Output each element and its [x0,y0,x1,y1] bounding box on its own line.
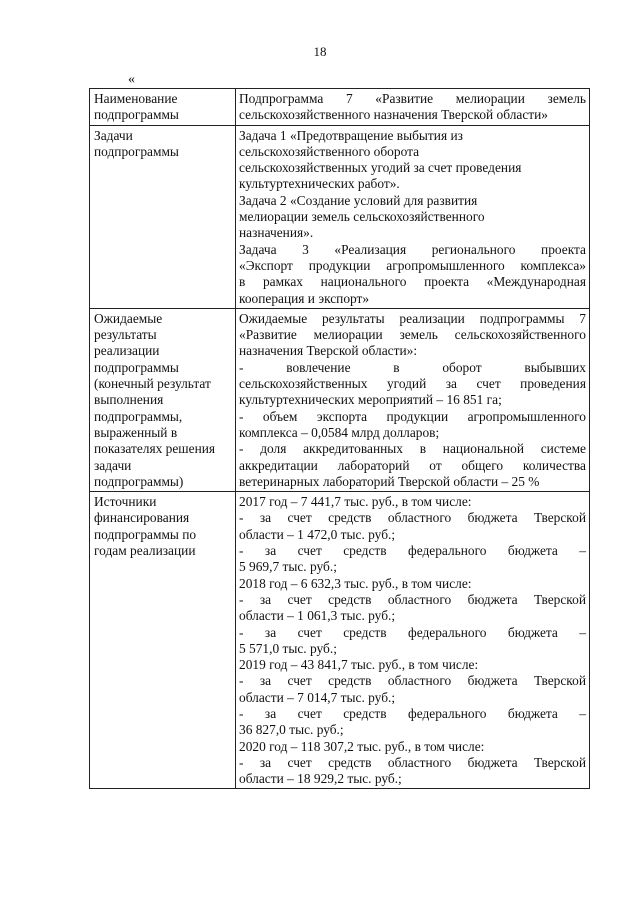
row-content-line: Задача 2 «Создание условий для развития [239,192,478,208]
row-content-cell [236,308,590,491]
row-label-line: показателях решения [94,441,216,457]
row-content-line: 5 969,7 тыс. руб.; [239,559,337,575]
row-expected-results [90,308,590,491]
row-content-line: - за счет средств областного бюджета Тверской [239,510,586,526]
row-content-cell [236,89,590,126]
row-label-line: Ожидаемые [94,310,163,326]
row-content-line: 2017 год – 7 441,7 тыс. руб., в том числе: [239,494,472,510]
row-label-line: (конечный результат [94,376,211,392]
row-content-cell [236,492,590,789]
row-subprogram-name [90,89,590,126]
row-content-line: области – 7 014,7 тыс. руб.; [239,689,396,705]
row-content-line: культуртехнических работ». [239,176,400,192]
row-funding-sources [90,492,590,789]
row-content-line: 2019 год – 43 841,7 тыс. руб., в том числе: [239,657,479,673]
row-content-line: - за счет средств областного бюджета Тверской [239,673,586,689]
row-content-line: - объем экспорта продукции агропромышленного [239,408,586,424]
row-content-line: 36 827,0 тыс. руб.; [239,722,344,738]
row-content-line: «Экспорт продукции агропромышленного комплекса» [239,257,586,273]
row-content-line: Задача 3 «Реализация регионального проекта [239,241,586,257]
subprogram-passport-table [89,88,590,789]
row-label-line: подпрограммы по [94,526,197,542]
row-label-cell [90,308,236,491]
row-subprogram-tasks [90,125,590,308]
row-content-cell [236,125,590,308]
row-content-line: «Развитие мелиорации земель сельскохозяйственного [239,327,586,343]
row-content-line: области – 1 472,0 тыс. руб.; [239,526,396,542]
row-content-line: в рамках национального проекта «Международная [239,274,586,290]
row-label-line: выполнения [94,392,164,408]
row-label-cell [90,89,236,126]
row-content-line: - за счет средств областного бюджета Тверской [239,591,586,607]
row-content-line: назначения». [239,225,314,241]
row-content-line: сельскохозяйственного оборота [239,143,420,159]
row-content-line: Подпрограмма 7 «Развитие мелиорации земель [239,91,586,106]
row-label-line: годам реализации [94,543,196,559]
passport-table-body [90,89,590,789]
row-content-line: - за счет средств федерального бюджета – [239,543,586,559]
row-label-line: подпрограммы, [94,408,183,424]
row-content-line: - за счет средств областного бюджета Тверской [239,754,586,770]
row-content-line: - за счет средств федерального бюджета – [239,705,586,721]
row-content-line: сельскохозяйственных угодий за счет проведения [239,160,522,176]
row-content-line: мелиорации земель сельскохозяйственного [239,209,485,225]
row-label-line: Задачи [94,127,133,143]
row-label-line: реализации [94,343,160,359]
row-label-line: подпрограммы [94,107,179,123]
row-label-line: задачи [94,457,132,473]
row-content-line: - вовлечение в оборот выбывших [239,359,586,375]
row-label-line: подпрограммы [94,359,179,375]
row-label-line: финансирования [94,510,190,526]
row-content-line: ветеринарных лабораторий Тверской области – 25 % [239,473,540,489]
row-label-line: Источники [94,494,157,510]
row-label-cell [90,492,236,789]
row-content-line: Задача 1 «Предотвращение выбытия из [239,127,463,143]
row-content-line: - доля аккредитованных в национальной системе [239,441,586,457]
row-content-line: культуртехнических мероприятий – 16 851 га; [239,392,502,408]
page-number: 18 [313,44,327,59]
row-label-cell [90,125,236,308]
row-content-line: 2018 год – 6 632,3 тыс. руб., в том числе: [239,575,472,591]
row-label-line: результаты [94,327,157,343]
row-label-line: Наименование [94,91,178,106]
row-content-line: комплекса – 0,0584 млрд долларов; [239,424,440,440]
row-content-line: аккредитации лабораторий от общего количества [239,457,586,473]
row-content-line: Ожидаемые результаты реализации подпрограммы 7 [239,310,586,326]
row-content-line: 2020 год – 118 307,2 тыс. руб., в том числе: [239,738,485,754]
row-content-line: области – 18 929,2 тыс. руб.; [239,771,402,787]
row-content-line: сельскохозяйственных угодий за счет проведения [239,376,586,392]
row-label-line: подпрограммы) [94,473,184,489]
row-content-line: кооперация и экспорт» [239,290,370,306]
row-content-line: сельскохозяйственного назначения Тверской области» [239,107,548,123]
row-content-line: - за счет средств федерального бюджета – [239,624,586,640]
row-content-line: области – 1 061,3 тыс. руб.; [239,608,396,624]
row-content-line: 5 571,0 тыс. руб.; [239,640,337,656]
opening-quote-mark: « [128,72,135,87]
row-content-line: назначения Тверской области»: [239,343,418,359]
row-label-line: подпрограммы [94,143,179,159]
row-label-line: выраженный в [94,424,178,440]
